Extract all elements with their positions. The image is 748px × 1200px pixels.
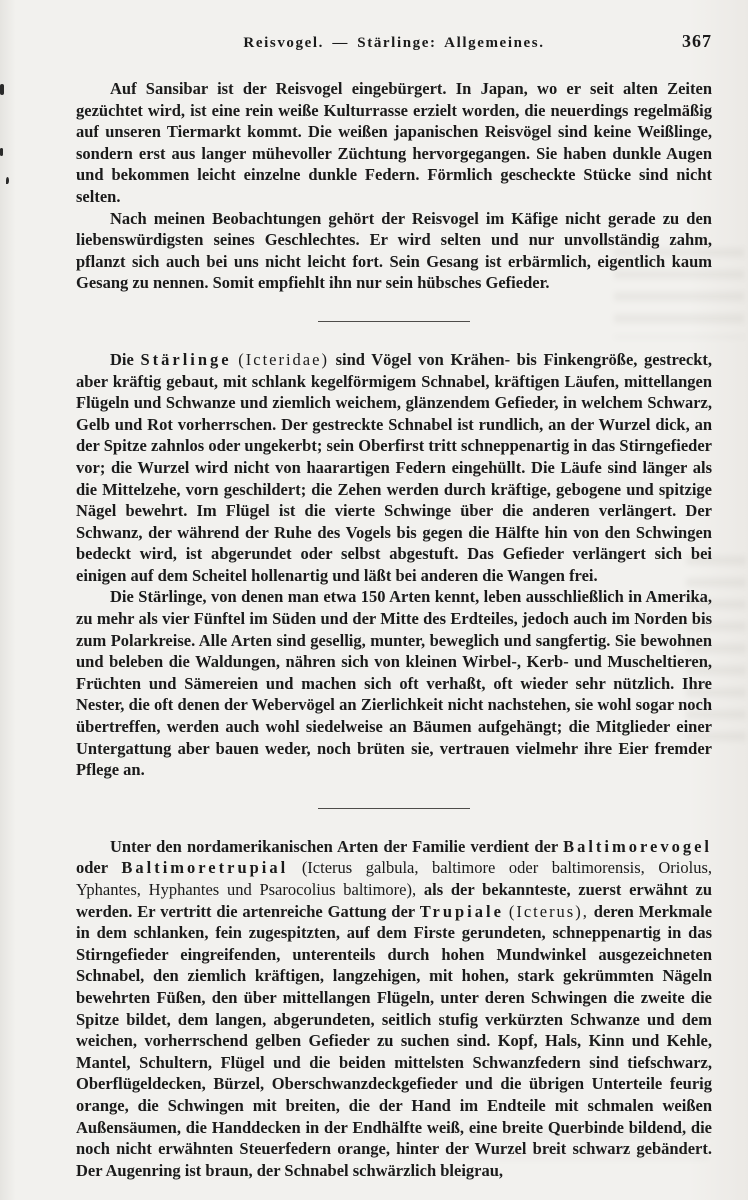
section-divider <box>76 808 712 809</box>
spaced-run: Baltimorevogel <box>563 836 712 856</box>
paragraph <box>76 78 712 208</box>
text-run: oder <box>76 858 122 878</box>
running-title: Reisvogel. — Stärlinge: Allgemeines. <box>243 35 545 51</box>
text-run: als der bekannteste, zuerst erwähnt zu werden. Er vertritt die artenreiche Gattung der <box>76 880 712 921</box>
ink-speck <box>0 148 3 156</box>
text-run <box>288 858 302 877</box>
section-divider <box>76 321 712 322</box>
spaced-run: Baltimoretrupial <box>121 858 289 878</box>
paragraph <box>76 349 712 587</box>
text-run: Nach meinen Beobachtungen gehört der Reisvogel im Käfige nicht gerade zu den liebenswürdigsten seines Geschlechtes. Er wird selten und nur unvollständig zahm, pflanzt sich auch bei uns nicht leicht fort. Sein Gesang ist erbärmlich, eigentlich kaum Gesang zu nennen. Somit empfiehlt ihn nur sein hübsches Gefieder. <box>76 208 712 293</box>
page-body <box>76 78 712 1181</box>
antiqua-spaced-run: (Icteridae) <box>238 349 329 369</box>
page-number: 367 <box>682 31 712 51</box>
antiqua-run: (Icterus galbula, baltimore oder baltimorensis, Oriolus, Yphantes, Hyphantes und Psarocolius baltimore), <box>76 858 713 899</box>
ink-speck <box>6 177 9 184</box>
paragraph <box>76 836 712 1182</box>
ink-speck <box>0 84 4 95</box>
text-run: Unter den nordamerikanischen Arten der Familie verdient der <box>110 836 564 856</box>
antiqua-spaced-run: (Icterus), <box>508 901 589 921</box>
divider-rule <box>318 321 470 322</box>
spaced-run: Stärlinge <box>140 349 232 369</box>
text-run: Auf Sansibar ist der Reisvogel eingebürgert. In Japan, wo er seit alten Zeiten gezüchtet wird, ist eine rein weiße Kulturrasse erzielt worden, die neuerdings regelmäßig auf unseren Tiermarkt kommt. Die weißen japanischen Reisvögel sind keine Weißlinge, sondern erst aus langer mühevoller Züchtung hervorgegangen. Sie haben dunkle Augen und bekommen leicht einzelne dunkle Federn. Förmlich gescheckte Stücke sind nicht selten. <box>76 79 712 206</box>
page-header <box>76 0 712 52</box>
paragraph <box>76 586 712 780</box>
text-run: deren Merkmale in dem schlanken, fein zugespitzten, auf dem Firste gerundeten, schneppenartig in das Stirngefieder eingreifenden, unterenteils durch hohen Mundwinkel ausgezeichneten Schnabel, den ziemlich kräftigen, langzehigen, mit hohen, stark gekrümmten Nägeln bewehrten Füßen, den über mittellangen Flügeln, unter deren Schwingen die zweite die Spitze bildet, dem langen, abgerundeten, seitlich stufig verkürzten Schwanze und dem weichen, vorherrschend gelben Gefieder zu suchen sind. Kopf, Hals, Kinn und Kehle, Mantel, Schultern, Flügel und die beiden mittelsten Schwanzfedern sind tiefschwarz, Oberflügeldecken, Bürzel, Oberschwanzdeckgefieder und die übrigen Unterteile feurig orange, die Schwingen mit breiten, die der Hand im Endteile mit schmalen weißen Außensäumen, die Handdecken in der Endhälfte weiß, eine breite Querbinde bildend, die noch nicht erwähnten Steuerfedern orange, hinter der Wurzel breit schwarz gebändert. Der Augenring ist braun, der Schnabel schwärzlich bleigrau, <box>76 901 713 1180</box>
divider-rule <box>318 808 470 809</box>
text-run: Die Stärlinge, von denen man etwa 150 Arten kennt, leben ausschließlich in Amerika, zu mehr als vier Fünftel im Süden und der Mitte des Erdteiles, jedoch auch im Norden bis zum Polarkreise. Alle Arten sind gesellig, munter, beweglich und sangfertig. Sie bewohnen und beleben die Waldungen, nähren sich von kleinen Wirbel-, Kerb- und Muscheltieren, Früchten und Sämereien und machen sich oft verhaßt, oft wieder sehr nützlich. Ihre Nester, die oft denen der Webervögel an Zierlichkeit nicht nachstehen, sie wohl sogar noch übertreffen, werden auch wohl siedelweise an Bäumen aufgehängt; die Mitglieder einer Untergattung aber bauen weder, noch brüten sie, vertrauen vielmehr ihre Eier fremder Pflege an. <box>76 587 712 780</box>
spaced-run: Trupiale <box>419 901 504 921</box>
text-run: Die <box>110 349 141 369</box>
text-run: sind Vögel von Krähen- bis Finkengröße, gestreckt, aber kräftig gebaut, mit schlank kegelförmigem Schnabel, kräftigen Läufen, mittellangen Flügeln und Schwanze und ziemlich weichem, glänzendem Gefieder, in welchem Schwarz, Gelb und Rot vorherrschen. Der gestreckte Schnabel ist rundlich, an der Wurzel dick, an der Spitze zahnlos oder ungekerbt; sein Oberfirst tritt schneppenartig in das Stirngefieder vor; die Wurzel wird nicht von haarartigen Federn eingehüllt. Die Läufe sind länger als die Mittelzehe, vorn geschildert; die Zehen werden durch kräftige, gebogene und spitzige Nägel bewehrt. Im Flügel ist die vierte Schwinge über die anderen verlängert. Der Schwanz, der während der Ruhe des Vogels bis gegen die Hälfte hin von den Schwingen bedeckt wird, ist abgerundet oder selbst abgestuft. Das Gefieder verlängert sich bei einigen auf dem Scheitel hollenartig und läßt bei anderen die Wangen frei. <box>76 349 713 585</box>
paragraph <box>76 208 712 294</box>
